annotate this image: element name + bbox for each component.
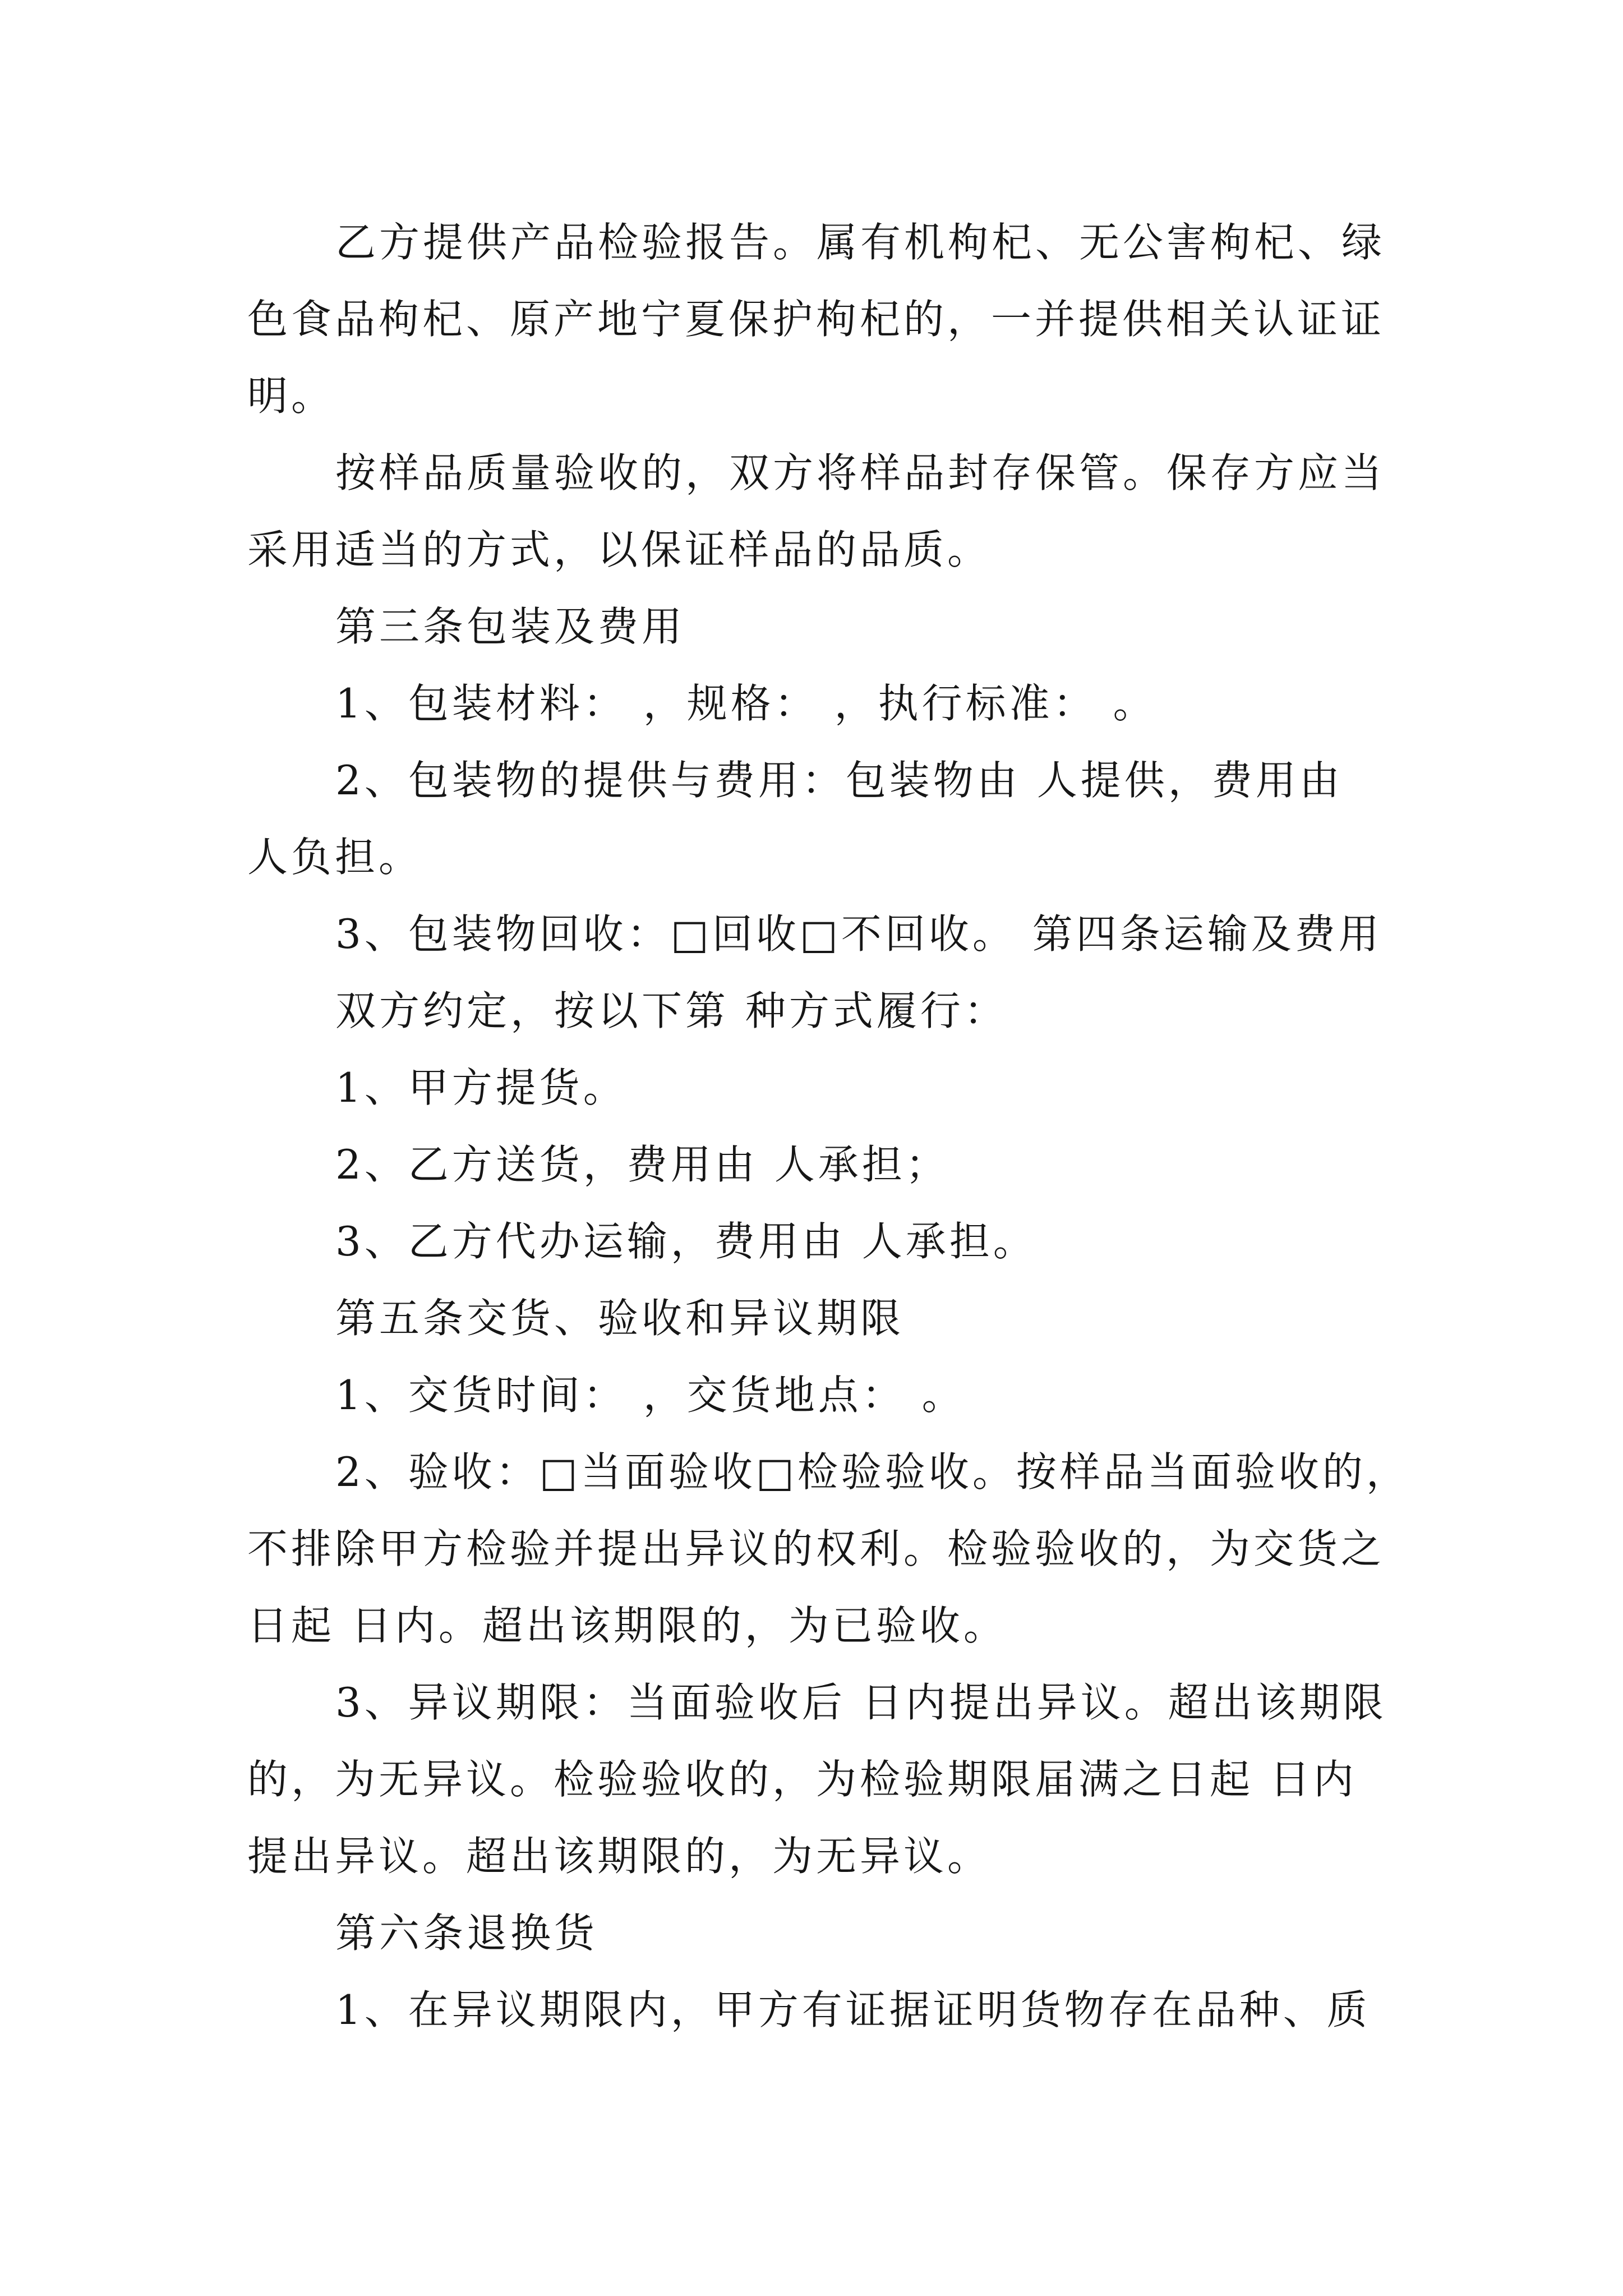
section-heading (247, 1895, 1425, 1972)
list-item (247, 1050, 1425, 1126)
text-line: 2、验收：□当面验收□检验验收。按样品当面验收的， (335, 1448, 1410, 1496)
text-line: 明。 (247, 372, 335, 420)
text-line: 3、包装物回收：□回收□不回收。 第四条运输及费用 (335, 910, 1382, 958)
text-line: 的，为无异议。检验验收的，为检验期限届满之日起 日内 (247, 1756, 1357, 1803)
text-line: 2、乙方送货，费用由 人承担； (335, 1141, 949, 1188)
list-item (247, 742, 1425, 896)
list-item (247, 1126, 1425, 1203)
text-line: 按样品质量验收的，双方将样品封存保管。保存方应当 (335, 449, 1386, 496)
section-heading-text: 第六条退换货 (335, 1910, 598, 1957)
list-item (247, 1203, 1425, 1280)
text-line: 3、异议期限：当面验收后 日内提出异议。超出该期限 (335, 1679, 1387, 1726)
section-heading-text: 第五条交货、验收和异议期限 (335, 1295, 905, 1342)
text-line: 3、乙方代办运输，费用由 人承担。 (335, 1218, 1037, 1265)
text-line: 2、包装物的提供与费用：包装物由 人提供，费用由 (335, 757, 1343, 804)
paragraph (247, 435, 1425, 588)
text-line: 1、交货时间： ，交货地点： 。 (335, 1372, 966, 1419)
section-heading (247, 588, 1425, 665)
text-line: 1、在异议期限内，甲方有证据证明货物存在品种、质 (335, 1986, 1371, 2033)
paragraph (247, 973, 1425, 1050)
list-item (247, 1664, 1425, 1895)
text-line: 提出异议。超出该期限的，为无异议。 (247, 1833, 992, 1880)
list-item (247, 1434, 1425, 1664)
text-line: 1、甲方提货。 (335, 1064, 627, 1111)
text-line: 双方约定，按以下第 种方式履行： (335, 987, 1008, 1034)
text-line: 1、包装材料： ，规格： ，执行标准： 。 (335, 680, 1157, 727)
text-line: 色食品枸杞、原产地宁夏保护枸杞的，一并提供相关认证证 (247, 296, 1385, 343)
paragraph (247, 204, 1425, 435)
document-body (247, 204, 1425, 2049)
list-item (247, 896, 1425, 973)
text-line: 日起 日内。超出该期限的，为已验收。 (247, 1602, 1007, 1649)
list-item (247, 1357, 1425, 1434)
text-line: 不排除甲方检验并提出异议的权利。检验验收的，为交货之 (247, 1525, 1385, 1572)
text-line: 人负担。 (247, 834, 423, 881)
list-item (247, 665, 1425, 742)
text-line: 采用适当的方式，以保证样品的品质。 (247, 526, 992, 573)
section-heading (247, 1280, 1425, 1357)
text-line: 乙方提供产品检验报告。属有机枸杞、无公害枸杞、绿 (335, 219, 1386, 266)
section-heading-text: 第三条包装及费用 (335, 603, 686, 650)
list-item (247, 1972, 1425, 2049)
